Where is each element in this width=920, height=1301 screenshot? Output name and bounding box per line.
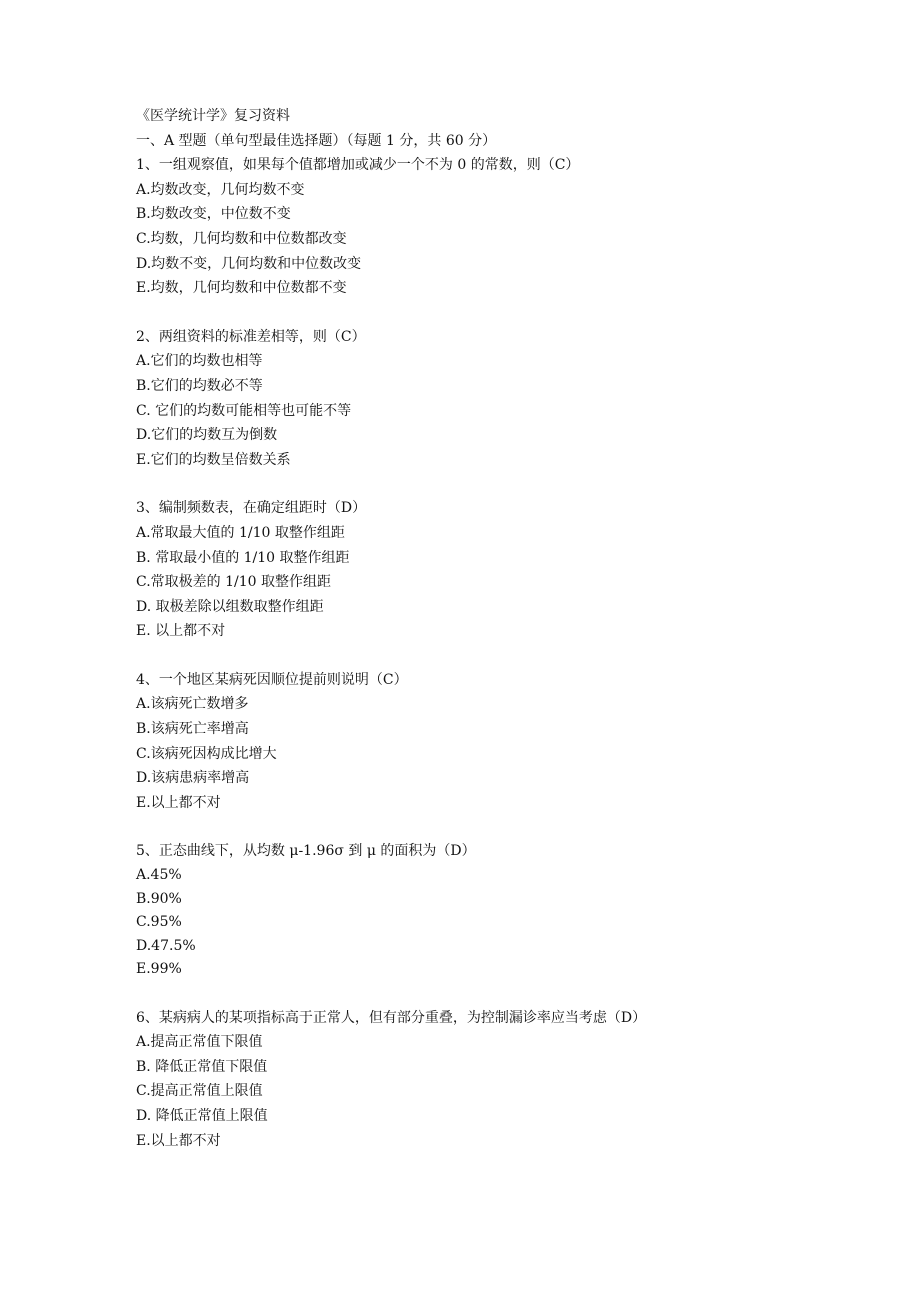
option-a: A.常取最大值的 1/10 取整作组距 [136,524,345,541]
option-e: E.以上都不对 [136,1132,221,1149]
question-1 [136,153,836,301]
option-e: E.均数，几何均数和中位数都不变 [136,280,347,297]
option-d: D. 取极差除以组数取整作组距 [136,598,324,615]
question-3 [136,496,836,644]
option-c: C.常取极差的 1/10 取整作组距 [136,574,332,591]
question-6 [136,1006,836,1154]
option-d: D.该病患病率增高 [136,770,250,787]
option-c: C.该病死因构成比增大 [136,745,277,762]
option-e: E.它们的均数呈倍数关系 [136,451,291,468]
option-a: A.提高正常值下限值 [136,1034,263,1051]
document-title: 《医学统计学》复习资料 [136,108,290,124]
option-a: A.它们的均数也相等 [136,353,263,370]
option-c: C.提高正常值上限值 [136,1083,263,1100]
option-a: A.均数改变，几何均数不变 [136,181,305,198]
option-e: E. 以上都不对 [136,623,226,640]
option-e: E.99% [136,961,182,978]
option-b: B. 常取最小值的 1/10 取整作组距 [136,549,350,566]
section-heading: 一、A 型题（单句型最佳选择题）（每题 1 分，共 60 分） [136,132,497,149]
option-d: D. 降低正常值上限值 [136,1107,268,1124]
question-2 [136,325,836,473]
question-stem: 6、某病病人的某项指标高于正常人，但有部分重叠，为控制漏诊率应当考虑（D） [136,1009,647,1026]
option-b: B.90% [136,890,182,907]
option-c: C. 它们的均数可能相等也可能不等 [136,402,352,419]
document-content [136,104,836,1177]
option-b: B.该病死亡率增高 [136,721,249,738]
question-stem: 3、编制频数表，在确定组距时（D） [136,500,367,517]
question-stem: 1、一组观察值，如果每个值都增加或减少一个不为 0 的常数，则（C） [136,157,580,174]
question-4 [136,668,836,816]
option-a: A.该病死亡数增多 [136,696,249,713]
option-d: D.均数不变，几何均数和中位数改变 [136,255,362,272]
option-d: D.47.5% [136,937,196,954]
question-stem: 2、两组资料的标准差相等，则（C） [136,328,366,345]
question-stem: 5、正态曲线下，从均数 μ-1.96σ 到 μ 的面积为（D） [136,843,476,860]
question-stem: 4、一个地区某病死因顺位提前则说明（C） [136,671,408,688]
option-a: A.45% [136,867,182,884]
option-e: E.以上都不对 [136,794,221,811]
option-c: C.均数，几何均数和中位数都改变 [136,230,347,247]
option-b: B. 降低正常值下限值 [136,1058,268,1075]
question-5 [136,839,836,981]
option-b: B.它们的均数必不等 [136,377,263,394]
option-b: B.均数改变，中位数不变 [136,206,291,223]
option-d: D.它们的均数互为倒数 [136,427,278,444]
option-c: C.95% [136,914,182,931]
